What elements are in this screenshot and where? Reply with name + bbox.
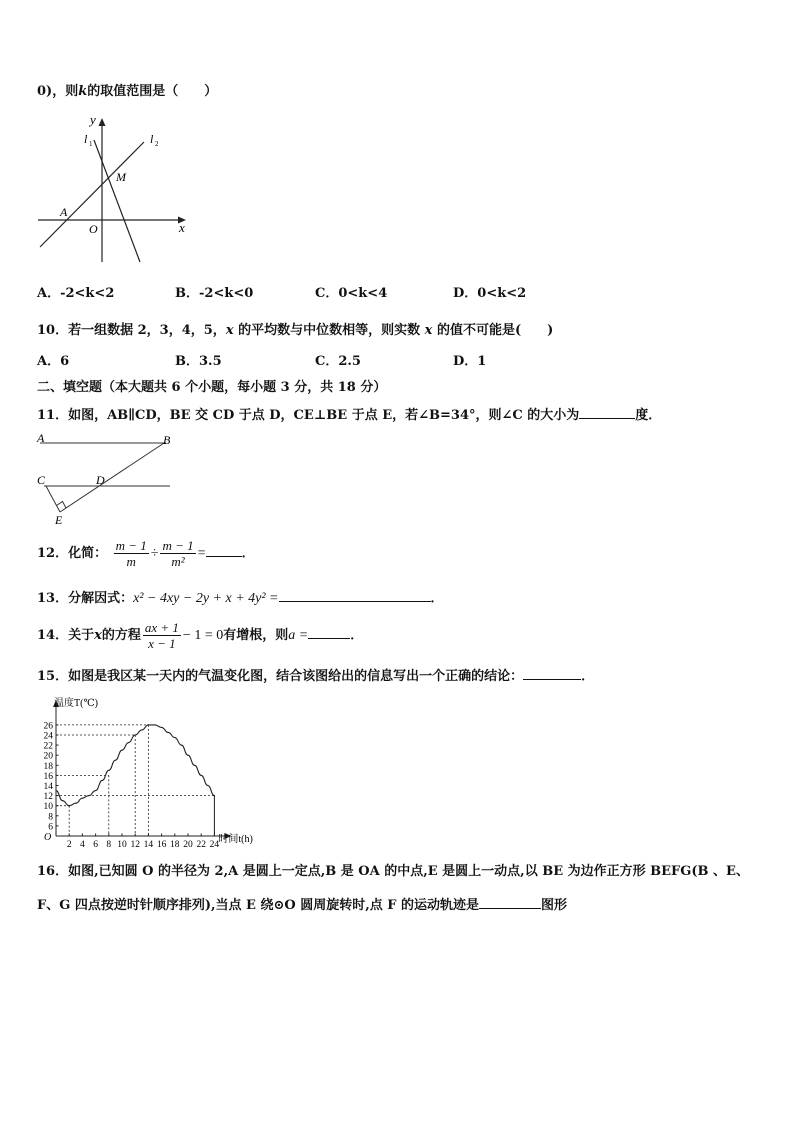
q14-var-x: x (94, 628, 102, 643)
temperature-point (194, 765, 195, 766)
q9-l1-label: l (84, 132, 88, 146)
q14-label: 14．关于 (37, 628, 95, 643)
q16-tail: 图形 (541, 898, 568, 913)
temperature-point (115, 760, 116, 761)
q11-figure (36, 432, 176, 527)
q11-label-e: E (55, 513, 63, 527)
y-tick-label: 24 (43, 731, 53, 742)
q9-stem-text: 0)，则 (37, 84, 79, 99)
q11-label-c: C (37, 473, 46, 487)
temperature-point (161, 727, 162, 728)
q12-frac1-numerator: m − 1 (115, 538, 147, 553)
temperature-point (181, 745, 182, 746)
q9-line-l1 (94, 140, 140, 262)
x-tick-label: 20 (183, 840, 193, 850)
q9-y-label: y (90, 112, 96, 127)
temperature-point (154, 724, 155, 725)
q9-option-a (37, 286, 114, 302)
q9-option-d (453, 286, 526, 302)
temperature-point (121, 750, 122, 751)
temperature-point (95, 790, 96, 791)
q12-fraction-2 (160, 538, 195, 569)
x-axis-title: 时间t(h) (218, 834, 253, 845)
q11-tail: 度． (635, 408, 662, 423)
y-tick-label: 20 (43, 751, 53, 762)
q9-option-c-letter: C． (315, 286, 339, 301)
q10-option-d-letter: D． (453, 354, 478, 369)
temperature-point (108, 770, 109, 771)
q10-text-b: 的平均数与中位数相等，则实数 (238, 323, 421, 338)
q11-answer-blank (579, 406, 635, 419)
y-tick-label: 18 (43, 761, 53, 772)
q9-figure (36, 112, 196, 272)
q10-option-b (175, 354, 222, 370)
q12-label: 12．化简： (37, 546, 108, 561)
q12-equals: = (197, 546, 206, 561)
q9-stem-tail: 的取值范围是（ ） (87, 84, 218, 99)
section-heading: 二、填空题（本大题共 6 个小题，每小题 3 分，共 18 分） (37, 380, 387, 395)
q10-option-b-letter: B． (175, 354, 199, 369)
q12-answer-blank (206, 544, 242, 557)
q9-option-a-letter: A． (37, 286, 61, 301)
q10-var-x: x (225, 323, 234, 338)
x-tick-label: 10 (117, 840, 127, 850)
q15-answer-blank (523, 667, 581, 680)
x-tick-label: 24 (209, 840, 220, 850)
q11-label-b: B (163, 433, 171, 447)
q10-text-c: 的值不可能是( ) (436, 323, 554, 338)
x-tick-label: 18 (170, 840, 180, 850)
q12-frac1-denominator: m (126, 554, 136, 569)
q9-option-c-text: 0<k<4 (338, 286, 388, 301)
y-tick-label: 12 (43, 792, 53, 803)
q9-l1-sub: 1 (89, 140, 93, 148)
q10-option-d (453, 354, 486, 370)
q11-stem (37, 406, 661, 424)
y-tick-label: 8 (48, 812, 53, 823)
q9-origin-label: O (89, 222, 98, 236)
q14-fraction (143, 620, 181, 651)
q10-option-b-text: 3.5 (199, 354, 222, 369)
q13-label: 13．分解因式： (37, 591, 134, 606)
q12-stem (37, 537, 255, 571)
q9-l2-sub: 2 (155, 140, 159, 148)
q16-line1: 16．如图,已知圆 O 的半径为 2,A 是圆上一定点,B 是 OA 的中点,E 是圆上一动点,以 BE 为边作正方形 BEFG(B 、E、 (37, 864, 749, 879)
q10-option-a-text: 6 (60, 354, 70, 369)
q12-frac2-numerator: m − 1 (162, 538, 194, 553)
x-tick-label: 12 (130, 840, 140, 850)
q9-option-a-text: -2<k<2 (60, 286, 115, 301)
q9-option-d-letter: D． (453, 286, 478, 301)
q14-var-a: a = (288, 628, 309, 643)
q11-text: 11．如图，AB∥CD，BE 交 CD 于点 D，CE⊥BE 于点 E，若∠B=34°，则∠C 的大小为 (37, 408, 580, 423)
q9-point-a-label: A (60, 205, 68, 219)
q13-expression: x² − 4xy − 2y + x + 4y² = (133, 591, 279, 606)
temperature-point (141, 729, 142, 730)
q10-option-a (37, 354, 69, 370)
q12-frac2-denominator: m² (171, 554, 185, 569)
q9-option-b-letter: B． (175, 286, 199, 301)
origin-label: O (44, 832, 52, 843)
q10-option-a-letter: A． (37, 354, 61, 369)
temperature-point (201, 775, 202, 776)
temperature-point (207, 785, 208, 786)
q10-stem (37, 323, 553, 339)
q9-option-b (175, 286, 253, 302)
x-tick-label: 6 (93, 840, 98, 850)
q16-line2 (37, 896, 567, 914)
q9-var-k: k (78, 84, 88, 99)
temperature-point (135, 734, 136, 735)
x-tick-label: 16 (156, 840, 167, 850)
y-tick-label: 16 (43, 771, 53, 782)
q14-end: ． (350, 628, 364, 643)
temperature-point (75, 803, 76, 804)
temperature-chart (32, 694, 282, 854)
q9-point-m-label: M (116, 170, 126, 184)
y-tick-label: 22 (43, 741, 53, 752)
q9-l2-label: l (150, 132, 154, 146)
temperature-point (187, 755, 188, 756)
q11-line-ce (46, 486, 60, 512)
q9-y-arrow (99, 118, 106, 126)
q11-label-d: D (96, 473, 105, 487)
q16-line2-text: F、G 四点按逆时针顺序排列),当点 E 绕⊙O 圆周旋转时,点 F 的运动轨迹是 (37, 898, 480, 913)
q15-text: 15．如图是我区某一天内的气温变化图，结合该图给出的信息写出一个正确的结论： (37, 669, 524, 684)
q13-end: ． (430, 591, 444, 606)
x-tick-label: 8 (106, 840, 112, 850)
temperature-point (148, 724, 149, 725)
q9-option-b-text: -2<k<0 (199, 286, 254, 301)
q10-option-c (315, 354, 361, 370)
q14-text-c: 有增根，则 (223, 628, 289, 643)
q12-end: ． (241, 546, 255, 561)
q9-option-d-text: 0<k<2 (477, 286, 527, 301)
y-tick-label: 26 (43, 721, 53, 732)
q10-text-a: 10．若一组数据 2，3，4，5， (37, 323, 226, 338)
q11-line-be (60, 443, 164, 512)
q11-right-angle-mark (57, 502, 67, 509)
q14-rest: − 1 = 0 (182, 628, 224, 643)
x-tick-label: 22 (196, 840, 206, 850)
q10-option-c-text: 2.5 (338, 354, 361, 369)
temperature-point (82, 798, 83, 799)
q13-answer-blank (279, 589, 431, 602)
y-tick-label: 14 (43, 782, 53, 792)
q10-option-d-text: 1 (477, 354, 487, 369)
q10-option-c-letter: C． (315, 354, 339, 369)
q9-option-c (315, 286, 387, 302)
q16-answer-blank (479, 896, 541, 909)
q11-label-a: A (37, 431, 45, 445)
temperature-point (69, 805, 70, 806)
q12-divide-sign: ÷ (150, 546, 159, 561)
x-tick-label: 4 (80, 840, 85, 850)
q14-stem (37, 619, 363, 653)
temperature-point (174, 737, 175, 738)
q9-stem (37, 84, 217, 100)
q13-stem (37, 589, 444, 607)
y-tick-label: 10 (43, 802, 53, 813)
x-tick-label: 2 (66, 840, 72, 850)
q9-x-label: x (179, 220, 185, 235)
y-axis-title: 温度T(℃) (54, 698, 98, 709)
temperature-point (55, 790, 56, 791)
q15-end: ． (581, 669, 595, 684)
q15-stem (37, 667, 594, 685)
q14-text-b: 的方程 (101, 628, 141, 643)
temperature-curve (56, 725, 214, 806)
temperature-point (128, 742, 129, 743)
y-tick-label: 6 (48, 822, 53, 833)
temperature-point (62, 800, 63, 801)
temperature-point (88, 795, 89, 796)
temperature-point (168, 732, 169, 733)
q12-fraction-1 (114, 538, 149, 569)
x-tick-label: 14 (143, 840, 154, 850)
temperature-point (102, 780, 103, 781)
q14-frac-denominator: x − 1 (148, 636, 176, 651)
q14-frac-numerator: ax + 1 (144, 620, 179, 635)
q14-answer-blank (308, 626, 350, 639)
q10-var-x2: x (424, 323, 433, 338)
